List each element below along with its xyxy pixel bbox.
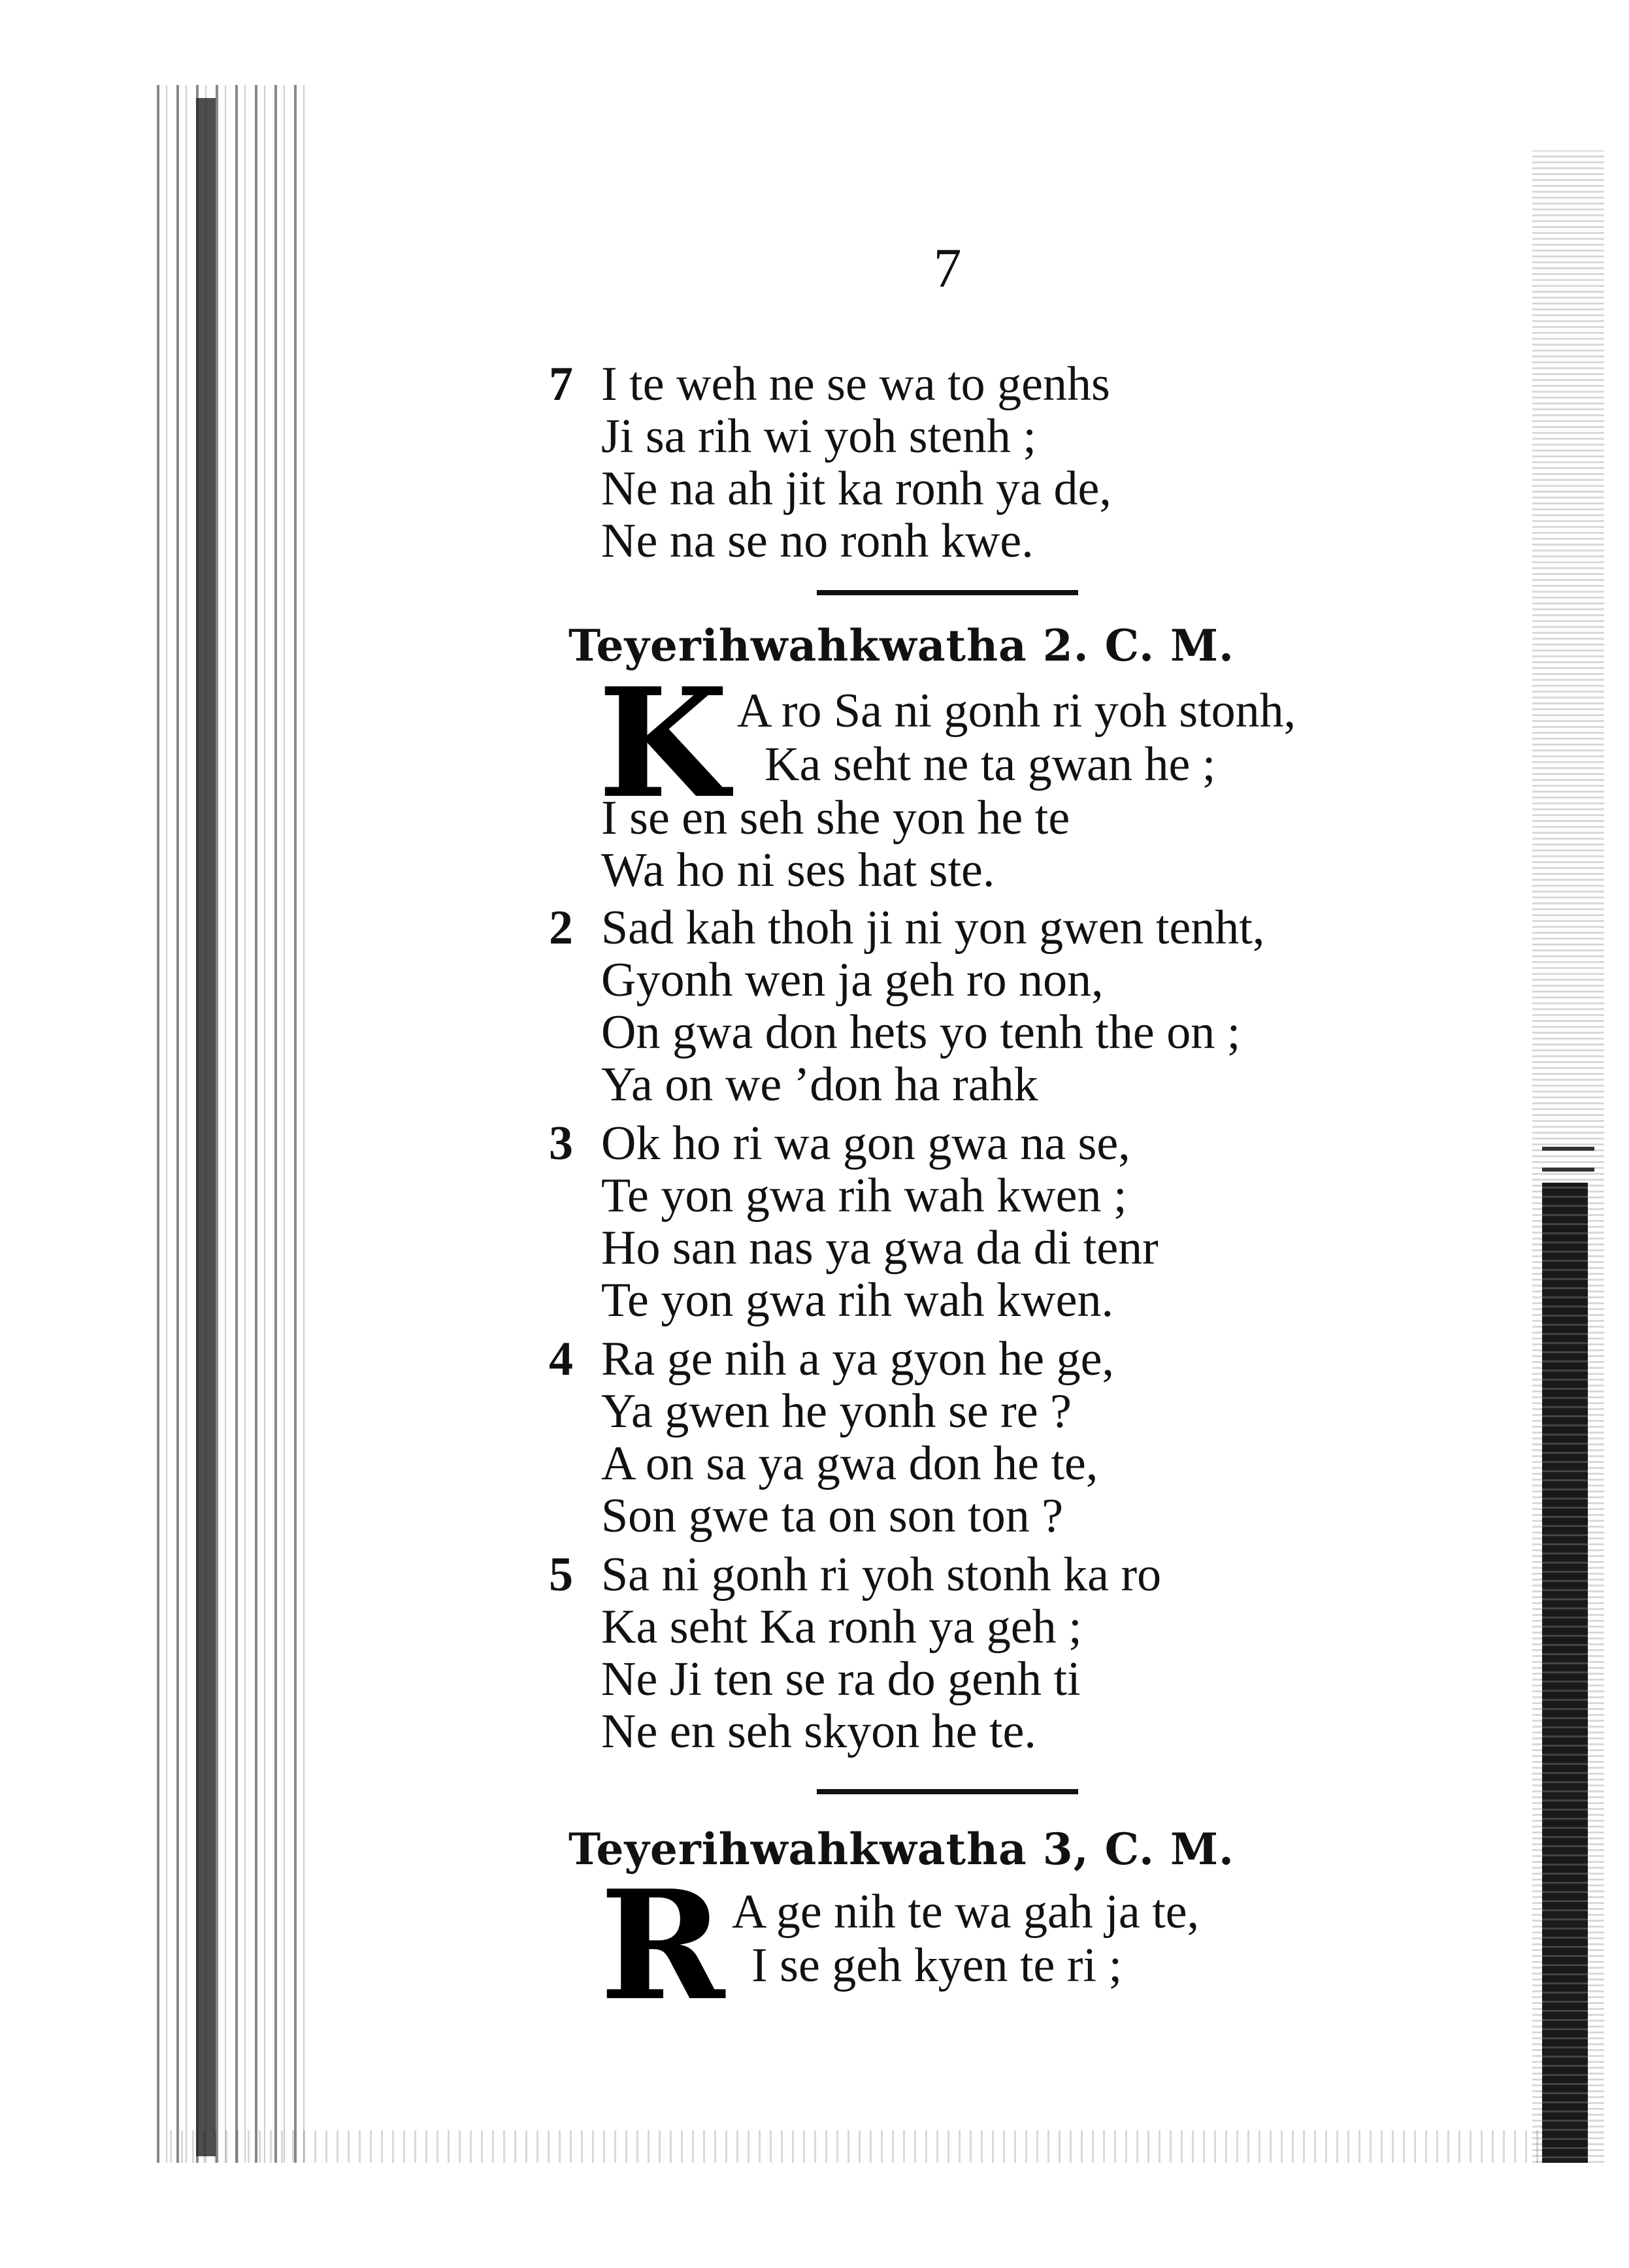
verse-line: Ho san nas ya gwa da di tenr bbox=[601, 1221, 1159, 1275]
verse-line: A on sa ya gwa don he te, bbox=[601, 1437, 1098, 1490]
section-divider bbox=[817, 590, 1078, 595]
verse-line: Son gwe ta on son ton ? bbox=[601, 1489, 1064, 1543]
verse-number: 5 bbox=[549, 1548, 573, 1602]
page-number: 7 bbox=[933, 237, 962, 299]
verse-line: Ka seht ne ta gwan he ; bbox=[765, 738, 1216, 791]
hymn-heading: Teyerihwahkwatha 3, C. M. bbox=[568, 1824, 1235, 1875]
verse-line: Ok ho ri wa gon gwa na se, bbox=[601, 1117, 1130, 1170]
verse-line: Ne Ji ten se ra do genh ti bbox=[601, 1652, 1081, 1706]
verse-line: Sa ni gonh ri yoh stonh ka ro bbox=[601, 1548, 1162, 1602]
drop-cap: R bbox=[600, 1858, 725, 2034]
verse-line: Ne na ah jit ka ronh ya de, bbox=[601, 462, 1111, 516]
verse-line: Te yon gwa rih wah kwen ; bbox=[601, 1169, 1127, 1223]
verse-line: Gyonh wen ja geh ro non, bbox=[601, 953, 1104, 1007]
verse-line: Te yon gwa rih wah kwen. bbox=[601, 1274, 1113, 1327]
right-page-edge-dark bbox=[1542, 1183, 1588, 2163]
verse-line: Ya gwen he yonh se re ? bbox=[601, 1385, 1072, 1438]
verse-line: I te weh ne se wa to genhs bbox=[601, 357, 1110, 411]
verse-line: Ya on we ’don ha rahk bbox=[601, 1058, 1038, 1111]
left-binding-shadow bbox=[196, 98, 216, 2156]
verse-line: I se geh kyen te ri ; bbox=[751, 1939, 1123, 1992]
bottom-page-edge bbox=[170, 2130, 1542, 2163]
verse-line: A ro Sa ni gonh ri yoh stonh, bbox=[737, 684, 1296, 738]
verse-number: 4 bbox=[549, 1332, 573, 1386]
verse-line: Ka seht Ka ronh ya geh ; bbox=[601, 1600, 1082, 1654]
left-binding-edge bbox=[157, 85, 307, 2163]
verse-line: Ra ge nih a ya gyon he ge, bbox=[601, 1332, 1114, 1386]
right-edge-mark bbox=[1542, 1147, 1594, 1172]
verse-number: 2 bbox=[549, 901, 573, 955]
verse-line: Ne en seh skyon he te. bbox=[601, 1705, 1036, 1758]
verse-line: Sad kah thoh ji ni yon gwen tenht, bbox=[601, 901, 1265, 955]
verse-line: Ji sa rih wi yoh stenh ; bbox=[601, 410, 1036, 463]
section-divider bbox=[817, 1789, 1078, 1794]
verse-line: Ne na se no ronh kwe. bbox=[601, 514, 1034, 568]
verse-line: I se en seh she yon he te bbox=[601, 791, 1070, 845]
hymn-heading: Teyerihwahkwatha 2. C. M. bbox=[568, 620, 1235, 671]
verse-line: Wa ho ni ses hat ste. bbox=[601, 844, 995, 897]
verse-line: A ge nih te wa gah ja te, bbox=[732, 1885, 1200, 1939]
drop-cap: K bbox=[598, 655, 729, 832]
verse-number: 3 bbox=[549, 1117, 573, 1170]
verse-number: 7 bbox=[549, 357, 573, 411]
verse-line: On gwa don hets yo tenh the on ; bbox=[601, 1006, 1241, 1059]
